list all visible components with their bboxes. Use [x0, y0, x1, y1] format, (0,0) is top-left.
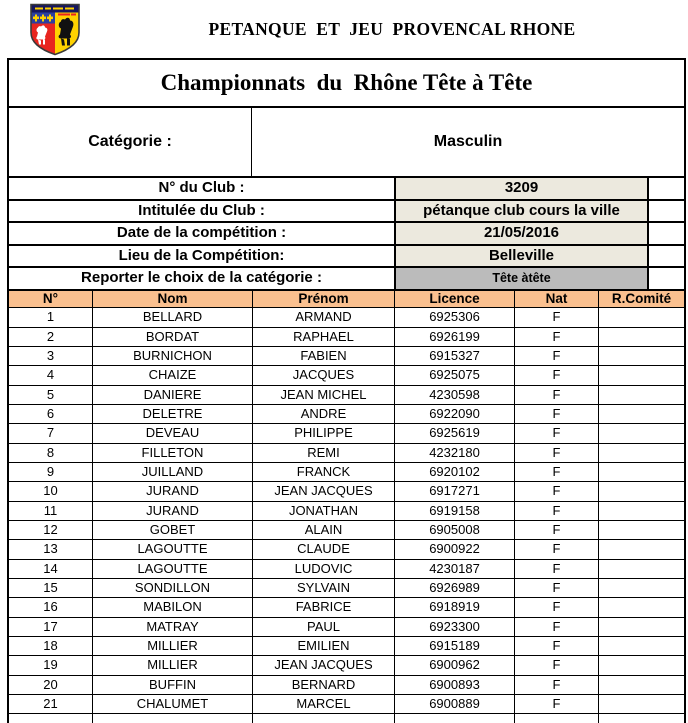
- cell-r-comite: [599, 308, 684, 326]
- table-row: [9, 347, 684, 366]
- cell-r-comite: [599, 676, 684, 694]
- cell-nom: [93, 714, 253, 723]
- cell-numero: 6: [9, 405, 93, 423]
- spacer-cell: [649, 201, 684, 222]
- cell-prenom: REMI: [253, 444, 395, 462]
- cell-nat: F: [515, 637, 599, 655]
- cell-numero: 10: [9, 482, 93, 500]
- table-row: [9, 560, 684, 579]
- competition-date-value: 21/05/2016: [396, 223, 649, 244]
- cell-nat: F: [515, 347, 599, 365]
- cell-licence: 6900893: [395, 676, 515, 694]
- cell-r-comite: [599, 424, 684, 442]
- cell-numero: 11: [9, 502, 93, 520]
- cell-nom: BELLARD: [93, 308, 253, 326]
- cell-nat: F: [515, 502, 599, 520]
- cell-r-comite: [599, 366, 684, 384]
- cell-nom: CHAIZE: [93, 366, 253, 384]
- cell-numero: 15: [9, 579, 93, 597]
- table-row: [9, 579, 684, 598]
- table-row: [9, 366, 684, 385]
- cell-nom: MATRAY: [93, 618, 253, 636]
- cell-prenom: FABRICE: [253, 598, 395, 616]
- cell-nom: JUILLAND: [93, 463, 253, 481]
- category-choice-row: [9, 268, 684, 291]
- table-row: [9, 424, 684, 443]
- cell-numero: 17: [9, 618, 93, 636]
- cell-nat: F: [515, 482, 599, 500]
- cell-nom: GOBET: [93, 521, 253, 539]
- spacer-cell: [649, 178, 684, 199]
- cell-licence: 6918919: [395, 598, 515, 616]
- cell-nom: MABILON: [93, 598, 253, 616]
- cell-prenom: ALAIN: [253, 521, 395, 539]
- cell-nom: LAGOUTTE: [93, 560, 253, 578]
- cell-prenom: PAUL: [253, 618, 395, 636]
- club-name-label: Intitulée du Club :: [9, 201, 396, 222]
- cell-prenom: ANDRE: [253, 405, 395, 423]
- cell-nom: SONDILLON: [93, 579, 253, 597]
- cell-numero: 3: [9, 347, 93, 365]
- cell-prenom: RAPHAEL: [253, 328, 395, 346]
- cell-licence: 6926199: [395, 328, 515, 346]
- cell-nom: BORDAT: [93, 328, 253, 346]
- cell-r-comite: [599, 347, 684, 365]
- table-row: [9, 386, 684, 405]
- table-row: [9, 695, 684, 714]
- cell-nom: BUFFIN: [93, 676, 253, 694]
- cell-nat: F: [515, 444, 599, 462]
- category-value: Masculin: [433, 133, 503, 150]
- table-row: [9, 656, 684, 675]
- cell-r-comite: [599, 502, 684, 520]
- cell-licence: 6915189: [395, 637, 515, 655]
- cell-licence: 6900889: [395, 695, 515, 713]
- cell-licence: 6925075: [395, 366, 515, 384]
- cell-r-comite: [599, 540, 684, 558]
- cell-r-comite: [599, 521, 684, 539]
- cell-nat: F: [515, 521, 599, 539]
- cell-numero: 20: [9, 676, 93, 694]
- table-row: [9, 405, 684, 424]
- cell-r-comite: [599, 405, 684, 423]
- cell-licence: 6926989: [395, 579, 515, 597]
- cell-prenom: FRANCK: [253, 463, 395, 481]
- header-licence: Licence: [395, 291, 515, 308]
- cell-r-comite: [599, 637, 684, 655]
- table-row: [9, 637, 684, 656]
- category-label: Catégorie :: [9, 108, 252, 176]
- cell-r-comite: [599, 463, 684, 481]
- cell-nat: F: [515, 540, 599, 558]
- table-row: [9, 598, 684, 617]
- table-row: [9, 444, 684, 463]
- roster-header-row: [9, 291, 684, 309]
- cell-licence: 6920102: [395, 463, 515, 481]
- cell-prenom: JEAN JACQUES: [253, 656, 395, 674]
- cell-numero: 2: [9, 328, 93, 346]
- cell-r-comite: [599, 714, 684, 723]
- cell-nat: F: [515, 560, 599, 578]
- table-row: [9, 463, 684, 482]
- table-row: [9, 521, 684, 540]
- cell-nat: F: [515, 676, 599, 694]
- club-number-row: [9, 178, 684, 201]
- cell-numero: 4: [9, 366, 93, 384]
- cell-nom: DEVEAU: [93, 424, 253, 442]
- club-number-label: N° du Club :: [9, 178, 396, 199]
- cell-licence: 6925306: [395, 308, 515, 326]
- cell-numero: 14: [9, 560, 93, 578]
- cell-numero: 1: [9, 308, 93, 326]
- cell-prenom: [253, 714, 395, 723]
- cell-r-comite: [599, 386, 684, 404]
- cell-r-comite: [599, 656, 684, 674]
- crest-icon: [28, 3, 82, 56]
- cell-nat: F: [515, 366, 599, 384]
- cell-prenom: ARMAND: [253, 308, 395, 326]
- cell-licence: 4230187: [395, 560, 515, 578]
- table-row: [9, 540, 684, 559]
- category-choice-label: Reporter le choix de la catégorie :: [9, 268, 396, 289]
- cell-licence: 6922090: [395, 405, 515, 423]
- roster-body: [9, 308, 684, 723]
- cell-numero: 5: [9, 386, 93, 404]
- cell-prenom: BERNARD: [253, 676, 395, 694]
- cell-r-comite: [599, 695, 684, 713]
- competition-location-value: Belleville: [396, 246, 649, 267]
- cell-nom: CHALUMET: [93, 695, 253, 713]
- category-choice-value: Tête àtête: [396, 268, 649, 289]
- cell-licence: 6900962: [395, 656, 515, 674]
- table-row: [9, 714, 684, 723]
- cell-nom: MILLIER: [93, 637, 253, 655]
- spacer-cell: [649, 268, 684, 289]
- cell-nom: JURAND: [93, 502, 253, 520]
- cell-prenom: SYLVAIN: [253, 579, 395, 597]
- header-r-comite: R.Comité: [611, 290, 672, 306]
- competition-location-label: Lieu de la Compétition:: [9, 246, 396, 267]
- cell-numero: 16: [9, 598, 93, 616]
- competition-date-row: [9, 223, 684, 246]
- cell-nat: F: [515, 328, 599, 346]
- cell-numero: 13: [9, 540, 93, 558]
- header-numero: N°: [9, 291, 93, 308]
- cell-r-comite: [599, 598, 684, 616]
- cell-nat: F: [515, 656, 599, 674]
- cell-prenom: EMILIEN: [253, 637, 395, 655]
- cell-licence: 6905008: [395, 521, 515, 539]
- cell-licence: [395, 714, 515, 723]
- cell-nat: F: [515, 579, 599, 597]
- club-name-row: [9, 201, 684, 224]
- cell-licence: 4232180: [395, 444, 515, 462]
- table-row: [9, 676, 684, 695]
- club-name-value: pétanque club cours la ville: [396, 201, 649, 222]
- competition-date-label: Date de la compétition :: [9, 223, 396, 244]
- cell-numero: 12: [9, 521, 93, 539]
- cell-nat: F: [515, 424, 599, 442]
- cell-nom: BURNICHON: [93, 347, 253, 365]
- cell-licence: 6915327: [395, 347, 515, 365]
- cell-prenom: PHILIPPE: [253, 424, 395, 442]
- cell-prenom: JEAN JACQUES: [253, 482, 395, 500]
- cell-nat: F: [515, 308, 599, 326]
- cell-numero: 19: [9, 656, 93, 674]
- cell-nat: F: [515, 618, 599, 636]
- spacer-cell: [649, 223, 684, 244]
- header-prenom: Prénom: [253, 291, 395, 308]
- table-row: [9, 308, 684, 327]
- header-nom: Nom: [93, 291, 253, 308]
- cell-nat: [515, 714, 599, 723]
- competition-location-row: [9, 246, 684, 269]
- cell-r-comite: [599, 579, 684, 597]
- cell-nat: F: [515, 386, 599, 404]
- cell-r-comite: [599, 560, 684, 578]
- table-row: [9, 482, 684, 501]
- category-row: [9, 108, 684, 178]
- cell-licence: 6919158: [395, 502, 515, 520]
- cell-numero: 8: [9, 444, 93, 462]
- cell-prenom: JACQUES: [253, 366, 395, 384]
- comite-rhone-crest-logo: [28, 3, 82, 56]
- cell-nat: F: [515, 695, 599, 713]
- club-number-value: 3209: [396, 178, 649, 199]
- cell-numero: 18: [9, 637, 93, 655]
- cell-r-comite: [599, 618, 684, 636]
- cell-prenom: JEAN MICHEL: [253, 386, 395, 404]
- cell-numero: 9: [9, 463, 93, 481]
- cell-nom: FILLETON: [93, 444, 253, 462]
- cell-nat: F: [515, 463, 599, 481]
- table-row: [9, 328, 684, 347]
- cell-prenom: CLAUDE: [253, 540, 395, 558]
- table-row: [9, 502, 684, 521]
- cell-nat: F: [515, 405, 599, 423]
- cell-prenom: JONATHAN: [253, 502, 395, 520]
- cell-numero: 7: [9, 424, 93, 442]
- cell-prenom: LUDOVIC: [253, 560, 395, 578]
- cell-nom: JURAND: [93, 482, 253, 500]
- cell-licence: 6925619: [395, 424, 515, 442]
- cell-licence: 6900922: [395, 540, 515, 558]
- cell-numero: [9, 714, 93, 723]
- cell-numero: 21: [9, 695, 93, 713]
- cell-nat: F: [515, 598, 599, 616]
- cell-nom: LAGOUTTE: [93, 540, 253, 558]
- cell-nom: MILLIER: [93, 656, 253, 674]
- spacer-cell: [649, 246, 684, 267]
- cell-nom: DANIERE: [93, 386, 253, 404]
- table-row: [9, 618, 684, 637]
- cell-nom: DELETRE: [93, 405, 253, 423]
- cell-r-comite: [599, 444, 684, 462]
- cell-licence: 6917271: [395, 482, 515, 500]
- cell-licence: 6923300: [395, 618, 515, 636]
- header-nat: Nat: [515, 291, 599, 308]
- cell-r-comite: [599, 328, 684, 346]
- cell-r-comite: [599, 482, 684, 500]
- cell-prenom: MARCEL: [253, 695, 395, 713]
- cell-prenom: FABIEN: [253, 347, 395, 365]
- championship-form: [7, 58, 686, 723]
- cell-licence: 4230598: [395, 386, 515, 404]
- document-title: Championnats du Rhône Tête à Tête: [9, 60, 684, 108]
- association-title: PETANQUE ET JEU PROVENCAL RHONE: [208, 19, 576, 39]
